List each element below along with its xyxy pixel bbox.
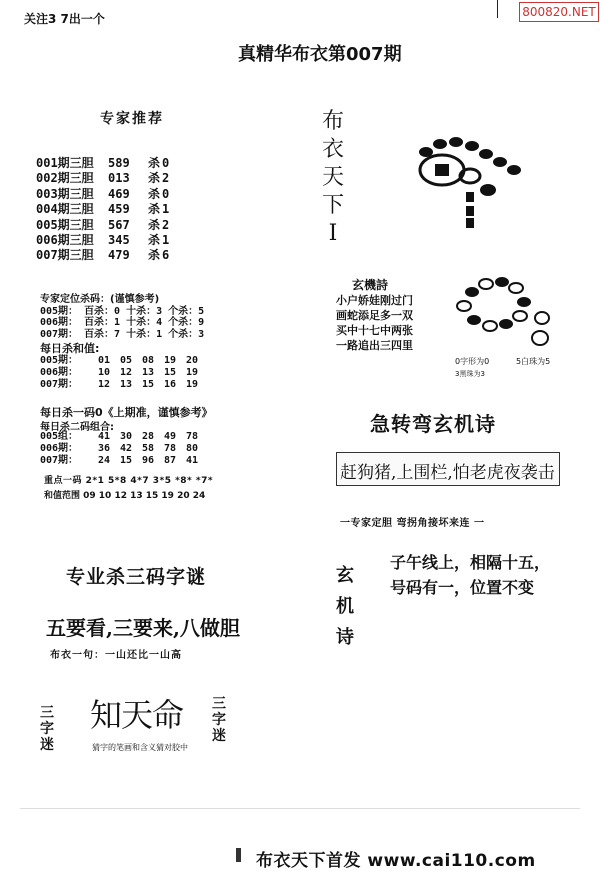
three-char-riddle-label-right: 三 字 迷	[212, 696, 226, 744]
period-label: 006期：	[40, 317, 79, 329]
list-item	[36, 248, 169, 263]
mystic-poem-title: 急转弯玄机诗	[370, 412, 496, 436]
number: 01	[98, 355, 111, 366]
number: 13	[142, 367, 155, 378]
numbers: 567	[108, 217, 130, 232]
number: 20	[186, 355, 199, 366]
period-label: 005期：	[40, 306, 79, 317]
watermark: 800820.NET	[519, 2, 599, 22]
kill-number: 2	[162, 171, 170, 186]
kill-label: 杀	[148, 202, 161, 217]
one-code-title: 每日杀一码0《上期准，谨慎参考》	[40, 406, 213, 419]
riddle-sub: 布衣一句：一山还比一山高	[50, 650, 182, 661]
kill-number: 0	[162, 156, 170, 170]
footer-text: 布衣天下首发 www.cai110.com	[256, 851, 536, 871]
number: 08	[142, 355, 155, 366]
footer-mark	[236, 848, 241, 862]
number: 12	[120, 367, 133, 378]
list-item	[36, 202, 169, 217]
key-code-line: 重点一码 2*1 5*8 4*7 3*5 *8* *7*	[44, 476, 214, 486]
two-code-title: 每日杀二码组合:	[40, 422, 114, 433]
page-title: 真精华布衣第007期	[238, 44, 402, 65]
corner-mark	[497, 0, 498, 18]
list-item	[40, 431, 208, 443]
poem-line: 买中十七中两张	[336, 324, 413, 337]
number: 15	[120, 455, 133, 466]
numbers: 345	[108, 233, 130, 248]
period-label: 004期三胆	[36, 202, 94, 217]
hundreds-kill: 百杀：7	[84, 328, 121, 340]
number: 49	[164, 431, 177, 442]
list-item	[40, 317, 210, 328]
number: 28	[142, 431, 155, 442]
period-label: 007期三胆	[36, 248, 94, 263]
ones-kill: 个杀：9	[168, 317, 205, 329]
three-char-riddle-label-left: 三 字 迷	[40, 705, 54, 753]
period-label: 007期：	[40, 379, 79, 390]
number: 41	[186, 455, 199, 466]
number: 42	[120, 443, 133, 454]
sum-range-line: 和值范围 09 10 12 13 15 19 20 24	[44, 491, 206, 501]
locate-list	[40, 306, 210, 340]
kill-label: 杀	[148, 171, 161, 186]
kill-number: 2	[162, 217, 170, 232]
number: 05	[120, 355, 133, 366]
top-note: 关注3 7出一个	[24, 12, 105, 26]
list-item	[36, 233, 169, 248]
bead-ring-icon	[452, 274, 552, 354]
number: 96	[142, 455, 155, 466]
number: 80	[186, 443, 199, 454]
kill-label: 杀	[148, 248, 161, 263]
riddle-text: 五要看,三要来,八做胆	[46, 616, 240, 640]
numbers: 013	[108, 171, 130, 186]
note-five: 5白珠为5	[516, 357, 551, 366]
kill-label: 杀	[148, 217, 161, 232]
list-item	[40, 443, 208, 455]
kill-number: 1	[162, 202, 170, 217]
number: 19	[186, 367, 199, 378]
number: 36	[98, 443, 111, 454]
list-item	[36, 218, 169, 233]
kill-number: 0	[162, 186, 170, 201]
poem-lines	[336, 293, 413, 353]
zhi-tian-ming-note: 猜字的笔画和含义猜对胶中	[92, 743, 188, 752]
number: 15	[164, 367, 177, 378]
coin-bead-emblem-icon	[410, 130, 540, 230]
number: 13	[120, 379, 133, 390]
number: 24	[98, 455, 111, 466]
daily-sum-list	[40, 355, 208, 391]
period-label: 003期三胆	[36, 186, 94, 201]
daily-sum-title: 每日杀和值:	[40, 342, 100, 355]
ones-kill: 个杀：5	[168, 306, 205, 317]
list-item	[36, 156, 169, 171]
list-item	[36, 187, 169, 202]
hundreds-kill: 百杀：1	[84, 317, 121, 329]
period-label: 005期：	[40, 355, 79, 366]
period-label: 006期：	[40, 367, 79, 378]
period-label: 001期三胆	[36, 156, 94, 170]
two-code-list	[40, 431, 208, 467]
expert-dan-line: 一专家定胆 弯拐角接坏来连 一	[340, 518, 485, 529]
period-label: 007期：	[40, 328, 79, 340]
kill-label: 杀	[148, 186, 161, 201]
number: 15	[142, 379, 155, 390]
mystic-line-1: 子午线上，相隔十五，	[390, 553, 551, 572]
list-item	[40, 355, 208, 367]
tens-kill: 十杀：1	[126, 328, 163, 340]
numbers: 459	[108, 202, 130, 217]
hundreds-kill: 百杀：0	[84, 306, 121, 317]
expert-title: 专家推荐	[100, 111, 164, 127]
number: 41	[98, 431, 111, 442]
poem-title: 玄機詩	[352, 278, 389, 292]
expert-list	[36, 156, 169, 264]
list-item	[40, 367, 208, 379]
period-label: 005组：	[40, 431, 79, 442]
bu-yi-tian-xia-vertical: 布 衣 天 下 I	[322, 109, 345, 246]
locate-title: 专家定位杀码：(谨慎参考)	[40, 294, 160, 305]
banner-text: 赶狗猪,上围栏,怕老虎夜袭击	[340, 463, 555, 483]
period-label: 007期：	[40, 455, 79, 466]
number: 58	[142, 443, 155, 454]
number: 12	[98, 379, 111, 390]
number: 78	[164, 443, 177, 454]
numbers: 479	[108, 248, 130, 263]
period-label: 002期三胆	[36, 171, 94, 186]
number: 19	[186, 379, 199, 390]
period-label: 006期：	[40, 443, 79, 454]
poem-line: 画蛇添足多一双	[336, 309, 413, 322]
number: 87	[164, 455, 177, 466]
mystic-poem-vertical-label: 玄 机 诗	[336, 565, 354, 648]
note-zero: 0字形为0	[455, 357, 490, 366]
list-item	[40, 329, 210, 340]
poem-line: 一路追出三四里	[336, 339, 413, 352]
period-label: 005期三胆	[36, 217, 94, 232]
number: 78	[186, 431, 199, 442]
riddle-title: 专业杀三码字谜	[66, 566, 207, 588]
kill-number: 1	[162, 233, 170, 248]
number: 16	[164, 379, 177, 390]
zhi-tian-ming-text: 知天命	[90, 696, 184, 734]
number: 19	[164, 355, 177, 366]
note-three: 3黑珠为3	[455, 370, 485, 378]
divider	[20, 808, 580, 809]
list-item	[36, 171, 169, 186]
poem-line: 小户娇娃刚过门	[336, 294, 413, 307]
number: 10	[98, 367, 111, 378]
list-item	[40, 455, 208, 467]
mystic-line-2: 号码有一，位置不变	[390, 578, 535, 597]
list-item	[40, 306, 210, 317]
list-item	[40, 379, 208, 391]
kill-label: 杀	[148, 233, 161, 248]
tens-kill: 十杀：3	[126, 306, 163, 317]
numbers: 589	[108, 156, 130, 170]
number: 30	[120, 431, 133, 442]
period-label: 006期三胆	[36, 233, 94, 248]
kill-number: 6	[162, 248, 170, 263]
numbers: 469	[108, 186, 130, 201]
tens-kill: 十杀：4	[126, 317, 163, 329]
kill-label: 杀	[148, 156, 161, 170]
ones-kill: 个杀：3	[168, 328, 205, 340]
